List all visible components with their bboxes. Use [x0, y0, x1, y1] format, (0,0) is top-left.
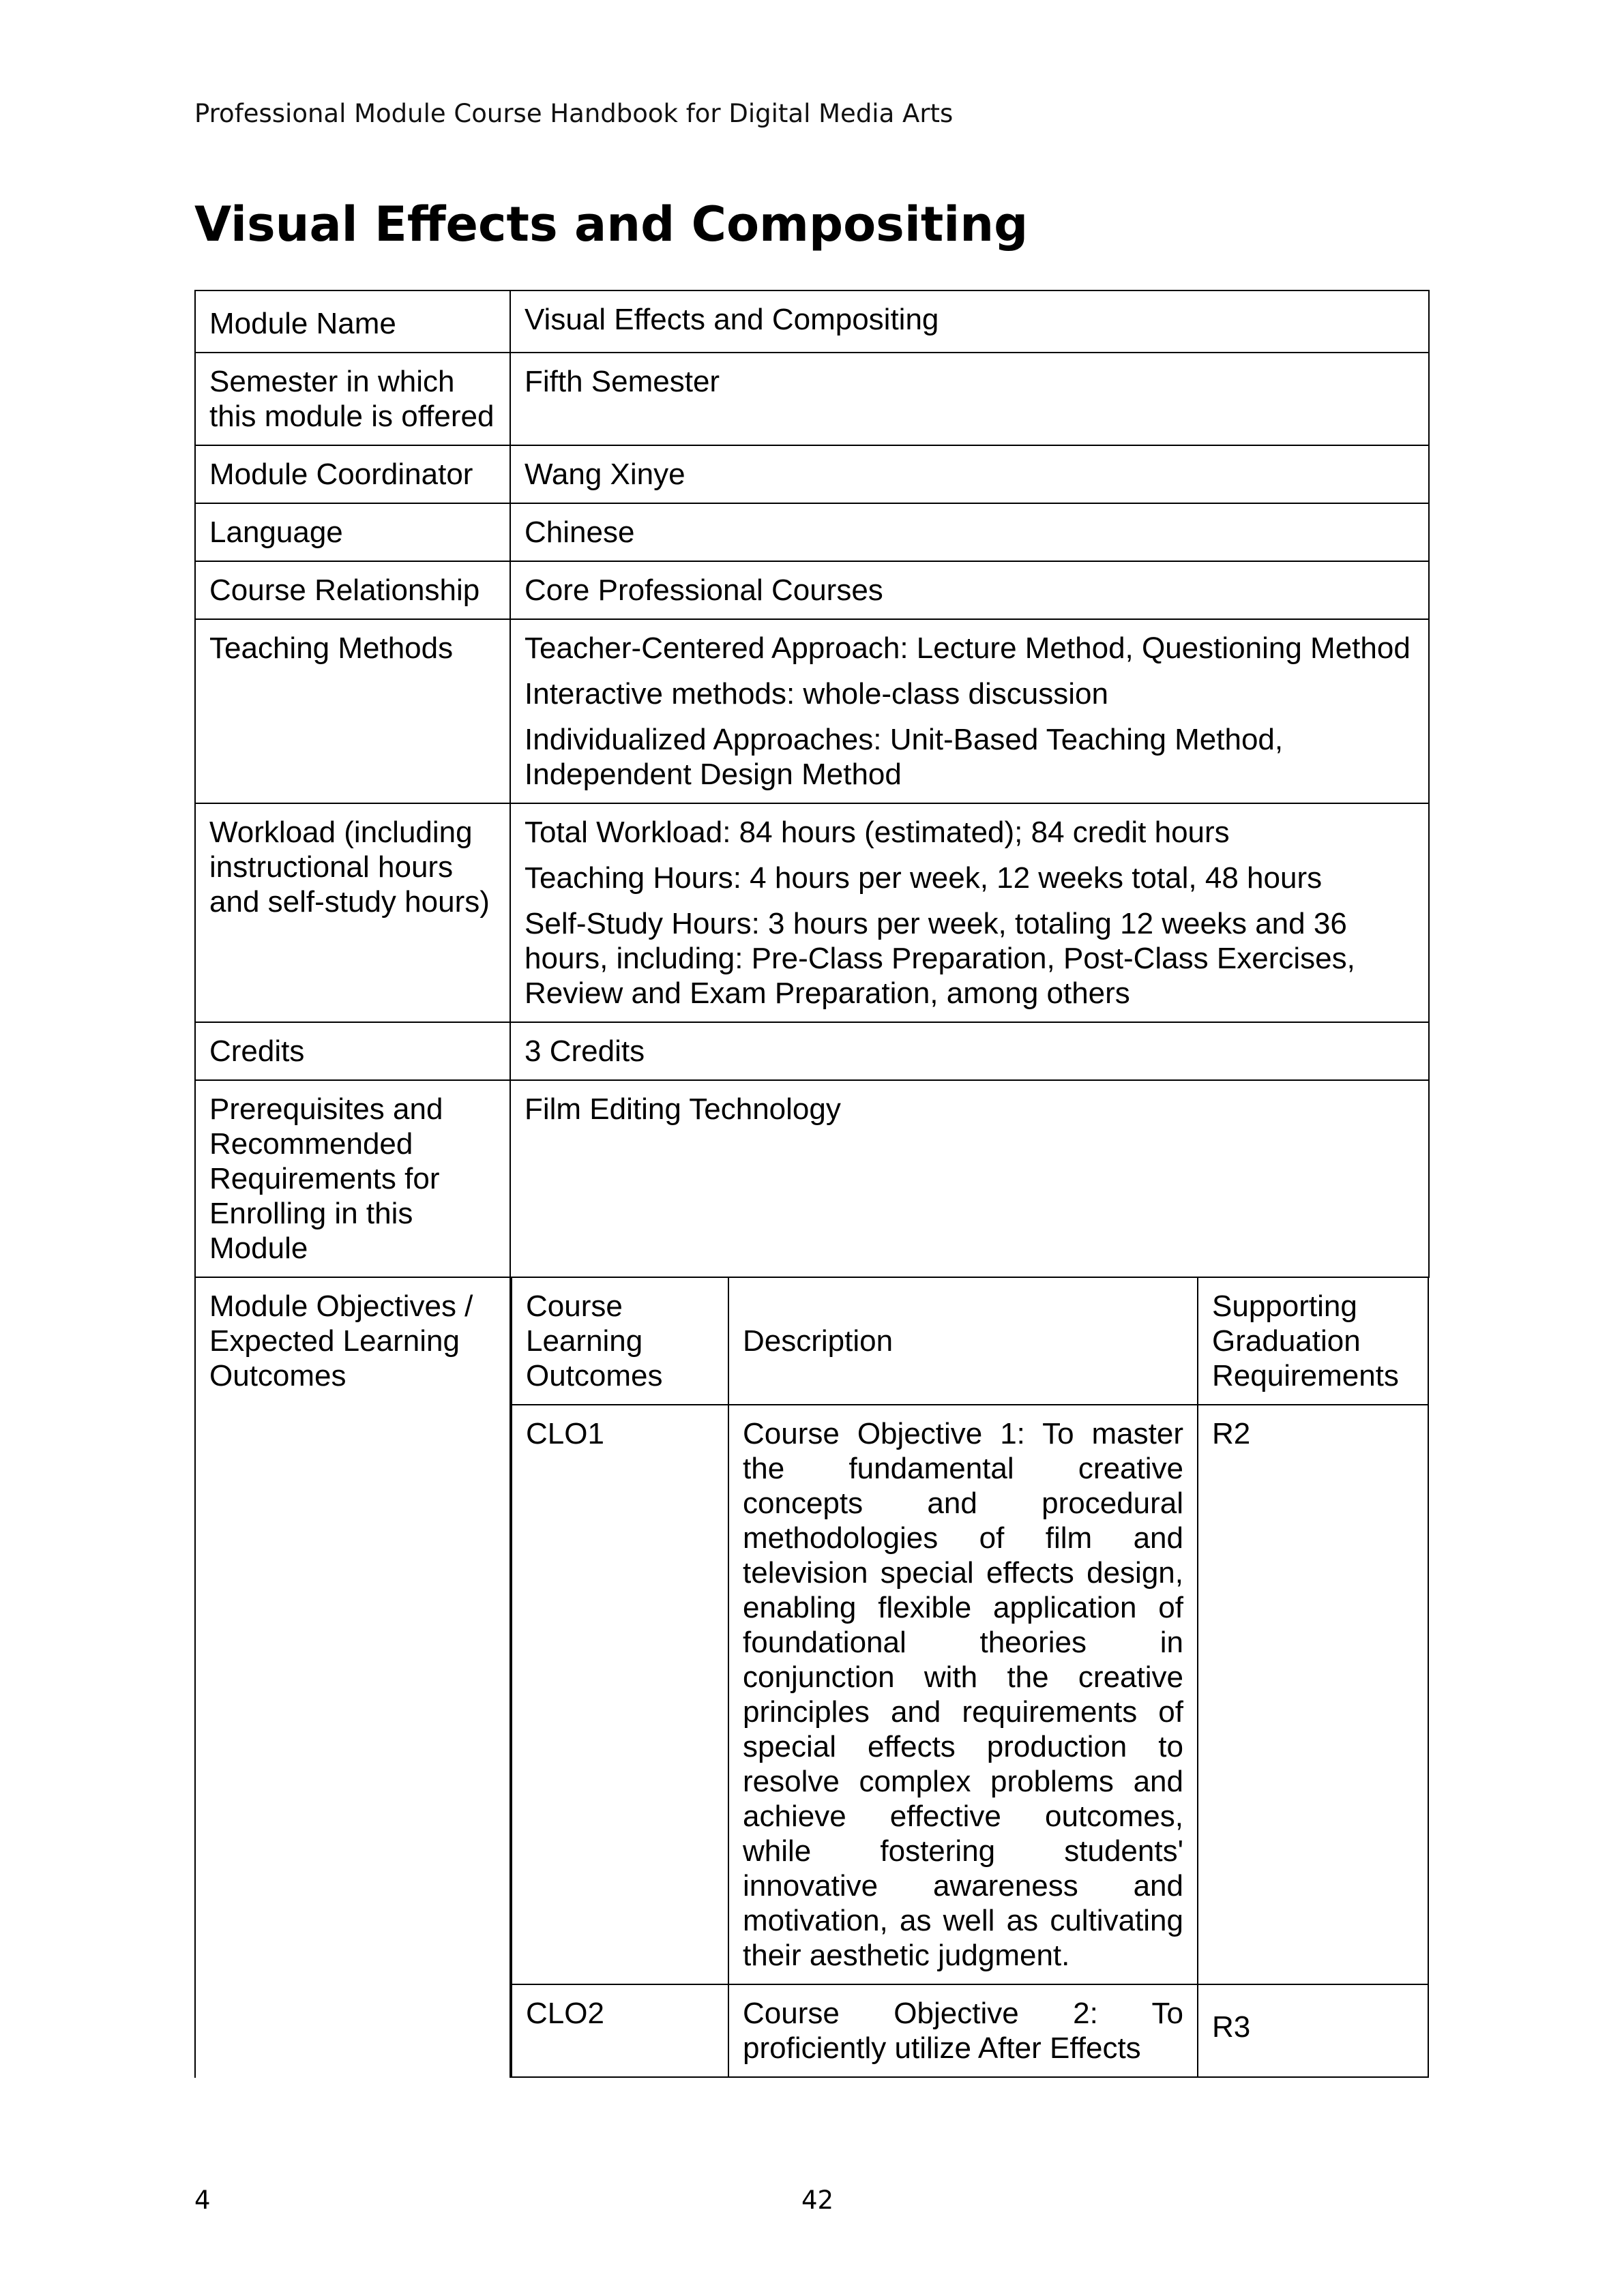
value-course-relationship: Core Professional Courses	[510, 561, 1429, 619]
row-course-relationship	[195, 561, 1429, 619]
label-module-name: Module Name	[195, 290, 510, 353]
objectives-table	[511, 1278, 1429, 2078]
objective-description: Course Objective 2: To proficiently utilize After Effects	[728, 1984, 1198, 2077]
label-semester: Semester in which this module is offered	[195, 353, 510, 445]
row-workload	[195, 803, 1429, 1022]
workload-item: Self-Study Hours: 3 hours per week, totaling 12 weeks and 36 hours, including: Pre-Class Preparation, Post-Class Exercises, Review and Exam Preparation, among others	[525, 907, 1355, 1010]
objective-row	[512, 1405, 1428, 1984]
label-course-relationship: Course Relationship	[195, 561, 510, 619]
row-language	[195, 503, 1429, 561]
label-teaching-methods: Teaching Methods	[195, 619, 510, 803]
row-prerequisites	[195, 1080, 1429, 1277]
value-module-name: Visual Effects and Compositing	[510, 290, 1429, 353]
header-description: Description	[728, 1278, 1198, 1405]
row-coordinator	[195, 445, 1429, 503]
objective-code: CLO2	[512, 1984, 728, 2077]
module-table-container	[194, 290, 1430, 2145]
running-header: Professional Module Course Handbook for Digital Media Arts	[194, 99, 954, 128]
value-credits: 3 Credits	[510, 1022, 1429, 1080]
value-workload	[510, 803, 1429, 1022]
label-workload: Workload (including instructional hours and self-study hours)	[195, 803, 510, 1022]
row-credits	[195, 1022, 1429, 1080]
row-teaching-methods	[195, 619, 1429, 803]
row-semester	[195, 353, 1429, 445]
label-coordinator: Module Coordinator	[195, 445, 510, 503]
row-objectives	[195, 1277, 1429, 2078]
module-table	[194, 290, 1430, 2078]
objective-requirement: R2	[1198, 1405, 1428, 1984]
objective-description: Course Objective 1: To master the fundamental creative concepts and procedural methodologies of film and television special effects design, enabling flexible application of foundational theories in conjunction with the creative principles and requirements of special effects production to resolve complex problems and achieve effective outcomes, while fostering students' innovative awareness and motivation, as well as cultivating their aesthetic judgment.	[728, 1405, 1198, 1984]
workload-item: Total Workload: 84 hours (estimated); 84 credit hours	[525, 816, 1230, 849]
value-semester: Fifth Semester	[510, 353, 1429, 445]
header-clo: Course Learning Outcomes	[512, 1278, 728, 1405]
value-coordinator: Wang Xinye	[510, 445, 1429, 503]
teaching-method-item: Individualized Approaches: Unit-Based Teaching Method, Independent Design Method	[525, 723, 1284, 791]
label-prerequisites: Prerequisites and Recommended Requirements for Enrolling in this Module	[195, 1080, 510, 1277]
objectives-header-row	[512, 1278, 1428, 1405]
row-module-name	[195, 290, 1429, 353]
objective-row	[512, 1984, 1428, 2077]
footer-page-left: 4	[194, 2186, 211, 2215]
value-prerequisites: Film Editing Technology	[510, 1080, 1429, 1277]
objective-code: CLO1	[512, 1405, 728, 1984]
page-title: Visual Effects and Compositing	[194, 196, 1029, 252]
label-credits: Credits	[195, 1022, 510, 1080]
value-language: Chinese	[510, 503, 1429, 561]
label-language: Language	[195, 503, 510, 561]
label-objectives: Module Objectives / Expected Learning Outcomes	[195, 1277, 510, 2078]
workload-item: Teaching Hours: 4 hours per week, 12 weeks total, 48 hours	[525, 861, 1323, 895]
value-teaching-methods	[510, 619, 1429, 803]
header-requirement: Supporting Graduation Requirements	[1198, 1278, 1428, 1405]
footer-page-number: 42	[801, 2186, 834, 2215]
objectives-cell	[510, 1277, 1429, 2078]
objective-requirement: R3	[1198, 1984, 1428, 2077]
teaching-method-item: Interactive methods: whole-class discussion	[525, 677, 1108, 711]
teaching-method-item: Teacher-Centered Approach: Lecture Method, Questioning Method	[525, 631, 1411, 665]
